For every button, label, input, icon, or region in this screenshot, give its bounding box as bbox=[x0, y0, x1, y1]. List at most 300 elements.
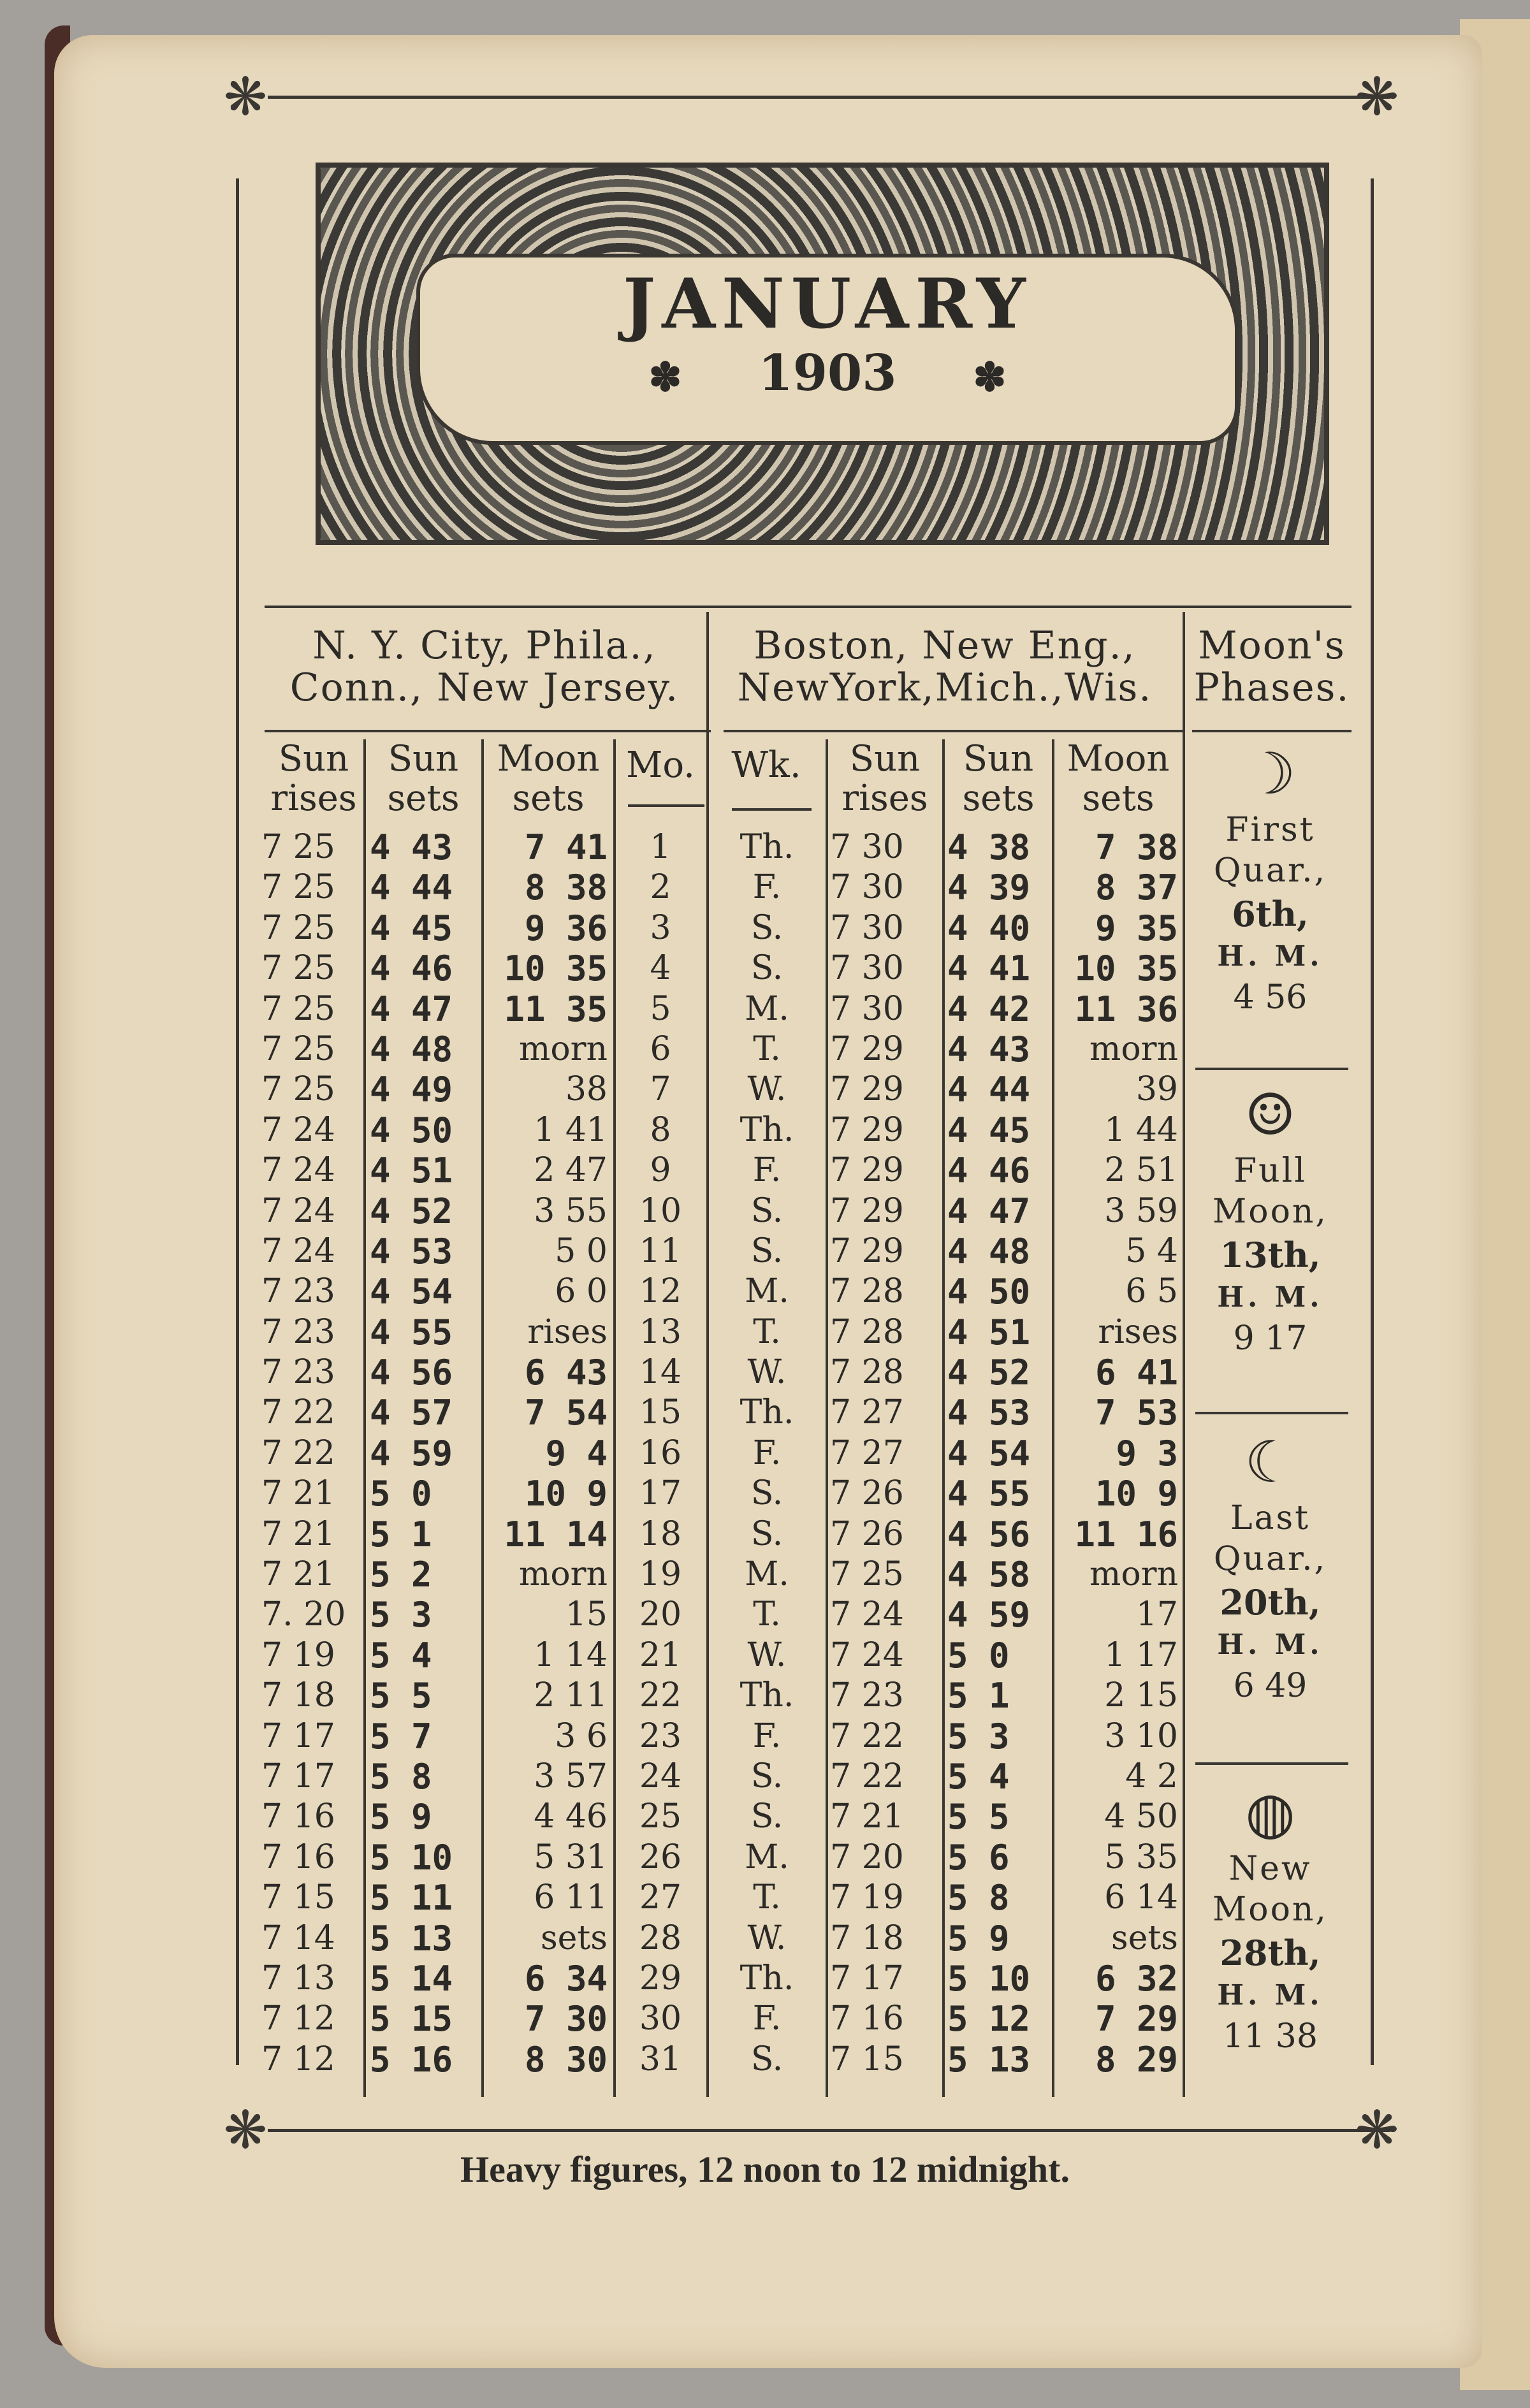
col-head-line: sets bbox=[1082, 778, 1155, 819]
table-cell: 29 bbox=[639, 1959, 682, 1998]
table-cell: 7 22 bbox=[261, 1433, 335, 1472]
phase-date: 20th, bbox=[1220, 1582, 1321, 1623]
phase-time: 6 49 bbox=[1233, 1667, 1308, 1705]
phase-date: 6th, bbox=[1232, 894, 1309, 934]
corner-ornament-icon: ❋ bbox=[223, 67, 268, 127]
table-cell: 4 44 bbox=[370, 867, 453, 908]
col-head-line: Sun bbox=[849, 738, 921, 780]
table-cell: 5 4 bbox=[370, 1635, 432, 1676]
corner-ornament-icon: ❋ bbox=[223, 2100, 268, 2161]
full-moon-face-icon: ☺ bbox=[1244, 1082, 1296, 1149]
table-cell: 6 14 bbox=[1104, 1878, 1178, 1917]
table-cell: 8 29 bbox=[1095, 2039, 1178, 2080]
table-cell: 4 43 bbox=[947, 1029, 1031, 1070]
col-head-right-sunrise bbox=[827, 739, 942, 818]
phase-name: New bbox=[1228, 1850, 1312, 1888]
table-cell: 7 25 bbox=[261, 949, 335, 988]
table-cell: 5 13 bbox=[370, 1918, 453, 1959]
month-title: JANUARY bbox=[623, 264, 1032, 344]
table-cell: sets bbox=[540, 1918, 608, 1957]
table-cell: 10 9 bbox=[524, 1474, 608, 1514]
column-rule bbox=[706, 612, 709, 2097]
table-cell: 4 50 bbox=[1104, 1797, 1178, 1836]
table-cell: T. bbox=[753, 1595, 781, 1634]
table-cell: 4 56 bbox=[370, 1353, 453, 1393]
table-cell: 5 4 bbox=[947, 1756, 1010, 1797]
table-cell: 9 35 bbox=[1095, 908, 1178, 948]
table-top-rule bbox=[265, 606, 1352, 608]
table-cell: 3 10 bbox=[1104, 1716, 1178, 1755]
table-cell: 10 bbox=[639, 1191, 682, 1230]
table-cell: Th. bbox=[740, 1676, 794, 1715]
table-cell: 7 18 bbox=[830, 1918, 904, 1957]
table-cell: 8 bbox=[650, 1110, 671, 1149]
corner-ornament-icon: ❋ bbox=[1355, 2100, 1399, 2161]
footnote: Heavy figures, 12 noon to 12 midnight. bbox=[460, 2149, 1070, 2190]
table-cell: 19 bbox=[639, 1555, 682, 1594]
table-cell: 4 59 bbox=[370, 1433, 453, 1474]
table-cell: 7 21 bbox=[261, 1514, 335, 1553]
column-week-day bbox=[710, 827, 824, 2080]
table-cell: 7 22 bbox=[830, 1716, 904, 1755]
table-cell: 7 29 bbox=[830, 1191, 904, 1230]
table-cell: M. bbox=[745, 1272, 789, 1311]
table-cell: F. bbox=[752, 1999, 782, 2038]
table-cell: F. bbox=[752, 1716, 782, 1755]
table-cell: F. bbox=[752, 1433, 782, 1472]
table-cell: sets bbox=[1111, 1918, 1178, 1957]
table-cell: 7 24 bbox=[830, 1595, 904, 1634]
region-header-boston bbox=[709, 625, 1181, 709]
table-cell: 4 55 bbox=[370, 1312, 453, 1353]
table-cell: 7 25 bbox=[261, 1029, 335, 1068]
table-cell: 22 bbox=[639, 1676, 682, 1715]
table-cell: 12 bbox=[639, 1272, 682, 1311]
table-cell: 5 4 bbox=[1125, 1231, 1178, 1270]
table-cell: 9 36 bbox=[524, 908, 608, 948]
table-cell: 7 25 bbox=[261, 828, 335, 866]
table-cell: 15 bbox=[565, 1595, 608, 1634]
table-cell: rises bbox=[1098, 1312, 1178, 1351]
table-cell: S. bbox=[750, 2040, 783, 2078]
table-cell: 7 26 bbox=[830, 1514, 904, 1553]
table-cell: 4 52 bbox=[370, 1191, 453, 1231]
table-cell: W. bbox=[747, 1636, 787, 1674]
table-cell: S. bbox=[750, 1191, 783, 1230]
table-cell: 16 bbox=[639, 1433, 682, 1472]
table-cell: 5 3 bbox=[370, 1595, 432, 1636]
table-cell: morn bbox=[1089, 1555, 1178, 1594]
col-head-line: Sun bbox=[388, 738, 459, 780]
table-cell: 5 9 bbox=[947, 1918, 1010, 1959]
asterisk-ornament-icon: ✽ bbox=[973, 354, 1007, 400]
table-cell: 7 29 bbox=[830, 1151, 904, 1190]
table-cell: 5 0 bbox=[555, 1231, 608, 1270]
table-cell: F. bbox=[752, 868, 782, 907]
table-cell: 9 3 bbox=[1116, 1433, 1178, 1474]
region-line: Phases. bbox=[1193, 665, 1350, 710]
table-cell: 7 18 bbox=[261, 1676, 335, 1715]
table-cell: 18 bbox=[639, 1514, 682, 1553]
table-cell: 4 48 bbox=[947, 1231, 1031, 1272]
table-cell: 3 6 bbox=[555, 1716, 608, 1755]
table-cell: 10 35 bbox=[1074, 948, 1178, 989]
frame-left-rule bbox=[236, 178, 239, 2065]
table-cell: 5 7 bbox=[370, 1716, 432, 1757]
table-cell: 5 0 bbox=[947, 1635, 1010, 1676]
table-cell: 5 8 bbox=[370, 1756, 432, 1797]
column-rule bbox=[481, 739, 484, 2097]
table-cell: 6 43 bbox=[524, 1353, 608, 1393]
table-cell: 7 29 bbox=[830, 1029, 904, 1068]
table-cell: 7 54 bbox=[524, 1393, 608, 1433]
table-cell: S. bbox=[750, 908, 783, 947]
table-cell: 7 29 bbox=[830, 1231, 904, 1270]
table-cell: 7 25 bbox=[261, 868, 335, 907]
table-cell: 4 53 bbox=[947, 1393, 1031, 1433]
col-head-line: Moon bbox=[497, 738, 600, 780]
table-cell: 4 40 bbox=[947, 908, 1031, 948]
table-cell: 4 51 bbox=[370, 1150, 453, 1191]
region-line: Moon's bbox=[1198, 623, 1346, 668]
column-rule bbox=[826, 739, 828, 2097]
column-rule bbox=[1052, 739, 1054, 2097]
table-cell: 7 41 bbox=[524, 827, 608, 867]
title-cartouche bbox=[316, 163, 1329, 545]
table-cell: 7 25 bbox=[261, 908, 335, 947]
column-rule bbox=[363, 739, 366, 2097]
table-cell: 7 29 bbox=[830, 1070, 904, 1109]
col-head-line: Sun bbox=[963, 738, 1034, 780]
table-cell: 5 15 bbox=[370, 1999, 453, 2040]
table-cell: 4 54 bbox=[370, 1272, 453, 1312]
table-cell: 4 43 bbox=[370, 827, 453, 867]
table-cell: 1 17 bbox=[1104, 1636, 1178, 1674]
table-cell: 7 24 bbox=[261, 1110, 335, 1149]
table-cell: 7 29 bbox=[830, 1110, 904, 1149]
column-month-day bbox=[617, 827, 704, 2080]
table-cell: 5 11 bbox=[370, 1878, 453, 1918]
table-cell: 5 2 bbox=[370, 1555, 432, 1595]
table-cell: 7 14 bbox=[261, 1918, 335, 1957]
table-cell: 4 39 bbox=[947, 867, 1031, 908]
table-cell: 11 36 bbox=[1074, 989, 1178, 1029]
table-cell: 7 15 bbox=[830, 2040, 904, 2078]
phase-last-quarter bbox=[1189, 1428, 1352, 1707]
table-cell: 7 24 bbox=[261, 1231, 335, 1270]
table-cell: T. bbox=[753, 1029, 781, 1068]
table-cell: S. bbox=[750, 1797, 783, 1836]
year-line bbox=[420, 344, 1235, 402]
col-head-line: sets bbox=[512, 778, 585, 819]
table-cell: 10 9 bbox=[1095, 1474, 1178, 1514]
table-cell: 2 51 bbox=[1104, 1151, 1178, 1190]
table-cell: 4 bbox=[650, 949, 671, 988]
region-line: N. Y. City, Phila., bbox=[312, 623, 657, 668]
table-cell: 4 42 bbox=[947, 989, 1031, 1029]
table-cell: 3 55 bbox=[534, 1191, 608, 1230]
table-cell: 5 35 bbox=[1104, 1838, 1178, 1876]
phase-full-moon bbox=[1189, 1080, 1352, 1360]
table-cell: 7 17 bbox=[830, 1959, 904, 1998]
table-cell: 7 53 bbox=[1095, 1393, 1178, 1433]
table-cell: 4 50 bbox=[370, 1110, 453, 1150]
table-cell: 23 bbox=[639, 1716, 682, 1755]
phase-date: 28th, bbox=[1220, 1933, 1321, 1973]
table-cell: 6 bbox=[650, 1029, 671, 1068]
table-cell: 3 59 bbox=[1104, 1191, 1178, 1230]
table-cell: 7 30 bbox=[830, 868, 904, 907]
table-cell: 7 17 bbox=[261, 1757, 335, 1795]
region-rule-phases bbox=[1192, 730, 1352, 732]
phase-time: 9 17 bbox=[1233, 1319, 1308, 1358]
table-cell: 20 bbox=[639, 1595, 682, 1634]
phase-name: Full bbox=[1234, 1152, 1307, 1190]
table-cell: 4 45 bbox=[370, 908, 453, 948]
region-line: Boston, New Eng., bbox=[754, 623, 1136, 668]
table-cell: 4 46 bbox=[534, 1797, 608, 1836]
col-head-left-sunset bbox=[366, 739, 481, 818]
table-cell: 7 38 bbox=[1095, 827, 1178, 867]
table-cell: 7 28 bbox=[830, 1312, 904, 1351]
col-head-left-moonset bbox=[484, 739, 612, 818]
column-right-sunrise bbox=[830, 827, 938, 2080]
first-quarter-moon-icon: ☽ bbox=[1244, 741, 1296, 808]
table-cell: 7 27 bbox=[830, 1393, 904, 1432]
table-cell: 7 24 bbox=[261, 1191, 335, 1230]
table-cell: 11 16 bbox=[1074, 1514, 1178, 1555]
table-cell: 6 34 bbox=[524, 1958, 608, 1999]
table-cell: 4 50 bbox=[947, 1272, 1031, 1312]
col-head-left-sunrise bbox=[263, 739, 365, 818]
table-cell: 4 56 bbox=[947, 1514, 1031, 1555]
col-head-month-day: Mo. bbox=[626, 744, 695, 786]
table-cell: 4 53 bbox=[370, 1231, 453, 1272]
column-right-sunset bbox=[947, 827, 1049, 2080]
table-cell: 7 24 bbox=[261, 1151, 335, 1190]
table-cell: M. bbox=[745, 989, 789, 1028]
phase-name: Moon, bbox=[1213, 1890, 1328, 1929]
col-head-week-day: Wk. bbox=[731, 744, 801, 786]
col-head-line: Sun bbox=[278, 738, 349, 780]
table-cell: S. bbox=[750, 1514, 783, 1553]
table-cell: 3 57 bbox=[534, 1757, 608, 1795]
table-cell: Th. bbox=[740, 1110, 794, 1149]
table-cell: 1 41 bbox=[534, 1110, 608, 1149]
column-rule bbox=[1183, 612, 1185, 2097]
table-cell: 4 55 bbox=[947, 1474, 1031, 1514]
table-cell: 17 bbox=[1135, 1595, 1178, 1634]
table-cell: 7 23 bbox=[261, 1272, 335, 1311]
table-cell: 6 5 bbox=[1125, 1272, 1178, 1311]
table-cell: 5 6 bbox=[947, 1837, 1010, 1878]
table-cell: 4 51 bbox=[947, 1312, 1031, 1353]
table-cell: 5 16 bbox=[370, 2039, 453, 2080]
table-cell: 11 35 bbox=[504, 989, 608, 1029]
table-cell: 7 26 bbox=[830, 1474, 904, 1513]
table-cell: 39 bbox=[1135, 1070, 1178, 1109]
table-cell: 8 38 bbox=[524, 867, 608, 908]
table-cell: M. bbox=[745, 1838, 789, 1876]
table-cell: 4 59 bbox=[947, 1595, 1031, 1636]
table-cell: 7 30 bbox=[524, 1999, 608, 2040]
table-cell: M. bbox=[745, 1555, 789, 1594]
table-cell: 10 35 bbox=[504, 948, 608, 989]
table-cell: 5 10 bbox=[947, 1958, 1031, 1999]
table-cell: morn bbox=[1089, 1029, 1178, 1068]
table-cell: 4 38 bbox=[947, 827, 1031, 867]
region-line: NewYork,Mich.,Wis. bbox=[737, 665, 1153, 710]
region-line: Conn., New Jersey. bbox=[289, 665, 680, 710]
table-cell: 2 bbox=[650, 868, 671, 907]
table-cell: 7 30 bbox=[830, 828, 904, 866]
table-cell: 15 bbox=[639, 1393, 682, 1432]
col-head-line: rises bbox=[841, 778, 928, 819]
table-cell: 7 25 bbox=[830, 1555, 904, 1594]
table-cell: W. bbox=[747, 1918, 787, 1957]
column-left-sunset bbox=[370, 827, 475, 2080]
table-cell: 4 54 bbox=[947, 1433, 1031, 1474]
table-cell: 5 9 bbox=[370, 1797, 432, 1838]
table-cell: 7 30 bbox=[830, 989, 904, 1028]
mo-underline bbox=[628, 804, 704, 807]
table-cell: 7 19 bbox=[261, 1636, 335, 1674]
table-cell: 7 24 bbox=[830, 1636, 904, 1674]
table-cell: 14 bbox=[639, 1353, 682, 1392]
col-head-line: sets bbox=[962, 778, 1035, 819]
phase-time: 4 56 bbox=[1233, 978, 1308, 1017]
table-cell: T. bbox=[753, 1878, 781, 1917]
table-cell: 6 41 bbox=[1095, 1353, 1178, 1393]
table-cell: 25 bbox=[639, 1797, 682, 1836]
table-cell: 4 46 bbox=[947, 1150, 1031, 1191]
table-cell: 4 41 bbox=[947, 948, 1031, 989]
table-cell: 6 11 bbox=[534, 1878, 608, 1917]
phase-divider bbox=[1195, 1412, 1348, 1414]
table-cell: 7 12 bbox=[261, 1999, 335, 2038]
table-cell: 7 23 bbox=[261, 1312, 335, 1351]
asterisk-ornament-icon: ✽ bbox=[648, 354, 682, 400]
phase-new-moon bbox=[1189, 1778, 1352, 2057]
table-cell: 13 bbox=[639, 1312, 682, 1351]
table-cell: 7 30 bbox=[830, 949, 904, 988]
table-cell: 5 5 bbox=[370, 1676, 432, 1716]
table-cell: 5 12 bbox=[947, 1999, 1031, 2040]
table-cell: S. bbox=[750, 1757, 783, 1795]
table-cell: 38 bbox=[565, 1070, 608, 1109]
table-cell: 7 21 bbox=[261, 1555, 335, 1594]
table-cell: 7 29 bbox=[1095, 1999, 1178, 2040]
column-rule bbox=[613, 739, 616, 2097]
table-cell: S. bbox=[750, 1231, 783, 1270]
table-cell: 2 47 bbox=[534, 1151, 608, 1190]
table-cell: 7 13 bbox=[261, 1959, 335, 1998]
table-cell: 7 20 bbox=[830, 1838, 904, 1876]
table-cell: 7 21 bbox=[261, 1474, 335, 1513]
region-rule-left bbox=[265, 730, 711, 732]
table-cell: 4 57 bbox=[370, 1393, 453, 1433]
table-cell: 5 5 bbox=[947, 1797, 1010, 1838]
table-cell: 7 16 bbox=[261, 1838, 335, 1876]
last-quarter-moon-icon: ☾ bbox=[1244, 1429, 1296, 1496]
wk-underline bbox=[732, 808, 812, 811]
new-moon-icon: ◍ bbox=[1245, 1780, 1295, 1846]
table-cell: 7 28 bbox=[830, 1353, 904, 1392]
phase-first-quarter bbox=[1189, 739, 1352, 1019]
table-cell: 5 3 bbox=[947, 1716, 1010, 1757]
region-header-ny bbox=[265, 625, 704, 709]
title-panel bbox=[416, 254, 1239, 445]
table-cell: 8 37 bbox=[1095, 867, 1178, 908]
table-cell: 7 23 bbox=[261, 1353, 335, 1392]
table-cell: 7 12 bbox=[261, 2040, 335, 2078]
table-cell: 21 bbox=[639, 1636, 682, 1674]
table-cell: 7 21 bbox=[830, 1797, 904, 1836]
table-cell: Th. bbox=[740, 828, 794, 866]
table-cell: 6 0 bbox=[555, 1272, 608, 1311]
table-cell: 1 14 bbox=[534, 1636, 608, 1674]
col-head-right-moonset bbox=[1054, 739, 1182, 818]
table-cell: 7 22 bbox=[261, 1393, 335, 1432]
frame-bottom-rule bbox=[268, 2129, 1390, 2132]
phase-hm-label: H. M. bbox=[1217, 940, 1323, 973]
table-cell: 31 bbox=[639, 2040, 682, 2078]
table-cell: 4 45 bbox=[947, 1110, 1031, 1150]
table-cell: 7 28 bbox=[830, 1272, 904, 1311]
table-cell: 7 23 bbox=[830, 1676, 904, 1715]
phase-name: Quar., bbox=[1213, 852, 1327, 890]
table-cell: 4 52 bbox=[947, 1353, 1031, 1393]
column-right-moonset bbox=[1057, 827, 1178, 2080]
table-cell: 7 30 bbox=[830, 908, 904, 947]
table-cell: 5 14 bbox=[370, 1958, 453, 1999]
table-cell: 27 bbox=[639, 1878, 682, 1917]
table-cell: 5 10 bbox=[370, 1837, 453, 1878]
phase-name: Quar., bbox=[1213, 1540, 1327, 1578]
phase-time: 11 38 bbox=[1223, 2017, 1318, 2056]
table-cell: 5 8 bbox=[947, 1878, 1010, 1918]
table-cell: F. bbox=[752, 1151, 782, 1190]
col-head-line: Moon bbox=[1067, 738, 1170, 780]
table-cell: 24 bbox=[639, 1757, 682, 1795]
table-cell: morn bbox=[519, 1029, 608, 1068]
table-cell: morn bbox=[519, 1555, 608, 1594]
table-cell: 4 49 bbox=[370, 1070, 453, 1110]
phase-name: Last bbox=[1230, 1499, 1311, 1537]
col-head-line: rises bbox=[270, 778, 357, 819]
table-cell: 7 22 bbox=[830, 1757, 904, 1795]
phase-divider bbox=[1195, 1068, 1348, 1070]
table-cell: 5 1 bbox=[947, 1676, 1010, 1716]
table-cell: 2 15 bbox=[1104, 1676, 1178, 1715]
table-cell: W. bbox=[747, 1353, 787, 1392]
table-cell: 7 17 bbox=[261, 1716, 335, 1755]
table-cell: 4 2 bbox=[1125, 1757, 1178, 1795]
table-cell: 5 0 bbox=[370, 1474, 432, 1514]
col-head-right-sunset bbox=[945, 739, 1052, 818]
table-cell: 7 19 bbox=[830, 1878, 904, 1917]
table-cell: 7 16 bbox=[830, 1999, 904, 2038]
table-cell: Th. bbox=[740, 1959, 794, 1998]
phase-name: First bbox=[1225, 811, 1315, 849]
table-cell: S. bbox=[750, 1474, 783, 1513]
table-cell: 11 bbox=[639, 1231, 682, 1270]
table-cell: 5 bbox=[650, 989, 671, 1028]
column-rule bbox=[942, 739, 945, 2097]
phase-hm-label: H. M. bbox=[1217, 1628, 1323, 1661]
region-header-phases bbox=[1186, 625, 1358, 709]
corner-ornament-icon: ❋ bbox=[1355, 67, 1399, 127]
